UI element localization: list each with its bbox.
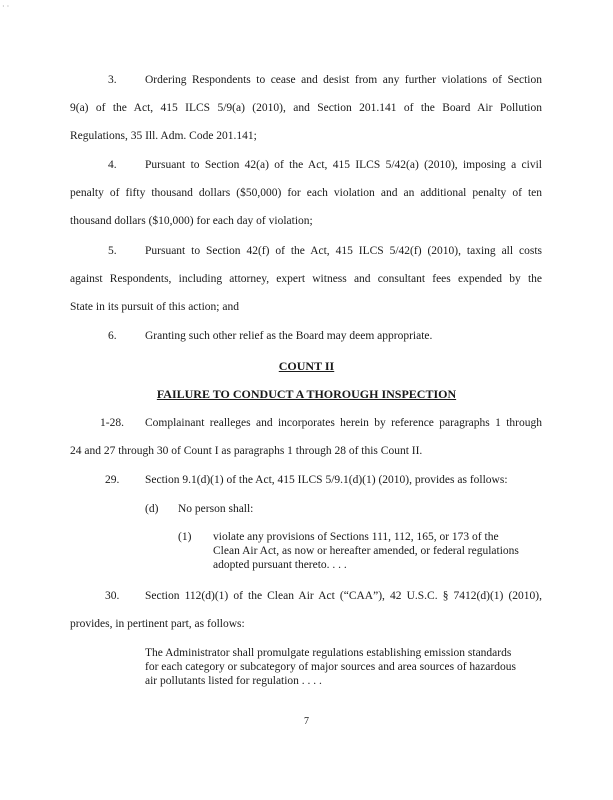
page-number: 7	[304, 716, 309, 727]
paragraph-5-line-1: Pursuant to Section 42(f) of the Act, 415 ILCS 5/42(f) (2010), taxing all costs	[145, 245, 542, 257]
paragraph-6-number: 6.	[108, 330, 117, 342]
subsection-d-text: No person shall:	[178, 503, 254, 515]
paragraph-4-line-2: penalty of fifty thousand dollars ($50,000) for each violation and an additional penalty of ten	[70, 187, 542, 199]
paragraph-5-line-2: against Respondents, including attorney, expert witness and consultant fees expended by the	[70, 273, 542, 285]
corner-mark: · ·	[2, 2, 10, 11]
paragraph-29-line-1: Section 9.1(d)(1) of the Act, 415 ILCS 5/9.1(d)(1) (2010), provides as follows:	[145, 474, 508, 486]
paragraph-29-number: 29.	[105, 474, 120, 486]
subsection-1-line-3: adopted pursuant thereto. . . .	[213, 559, 347, 571]
paragraph-5-line-3: State in its pursuit of this action; and	[70, 301, 239, 313]
subsection-1-line-1: violate any provisions of Sections 111, 112, 165, or 173 of the	[213, 531, 499, 543]
paragraph-30-number: 30.	[105, 590, 120, 602]
paragraph-4-number: 4.	[108, 159, 117, 171]
block-quote-line-2: for each category or subcategory of major sources and area sources of hazardous	[145, 661, 517, 673]
block-quote-line-3: air pollutants listed for regulation . . . .	[145, 675, 322, 687]
paragraph-3-line-2: 9(a) of the Act, 415 ILCS 5/9(a) (2010), and Section 201.141 of the Board Air Pollution	[70, 102, 542, 114]
paragraph-4-line-3: thousand dollars ($10,000) for each day of violation;	[70, 215, 313, 227]
subsection-1-label: (1)	[178, 531, 192, 543]
count-subtitle: FAILURE TO CONDUCT A THOROUGH INSPECTION	[156, 387, 457, 401]
paragraph-5-number: 5.	[108, 245, 117, 257]
paragraph-30-line-1: Section 112(d)(1) of the Clean Air Act (“CAA”), 42 U.S.C. § 7412(d)(1) (2010),	[145, 590, 542, 602]
paragraph-3-line-3: Regulations, 35 Ill. Adm. Code 201.141;	[70, 130, 257, 142]
paragraph-28-line-2: 24 and 27 through 30 of Count I as paragraphs 1 through 28 of this Count II.	[70, 445, 423, 457]
paragraph-28-line-1: Complainant realleges and incorporates herein by reference paragraphs 1 through	[145, 417, 542, 429]
paragraph-3-number: 3.	[108, 74, 117, 86]
subsection-1-line-2: Clean Air Act, as now or hereafter amended, or federal regulations	[213, 545, 519, 557]
count-title: COUNT II	[278, 359, 335, 373]
paragraph-3-line-1: Ordering Respondents to cease and desist from any further violations of Section	[145, 74, 542, 86]
paragraph-4-line-1: Pursuant to Section 42(a) of the Act, 415 ILCS 5/42(a) (2010), imposing a civil	[145, 159, 542, 171]
subsection-d-label: (d)	[145, 503, 159, 515]
paragraph-30-line-2: provides, in pertinent part, as follows:	[70, 618, 245, 630]
paragraph-6-line-1: Granting such other relief as the Board may deem appropriate.	[145, 330, 433, 342]
block-quote-line-1: The Administrator shall promulgate regulations establishing emission standards	[145, 647, 512, 659]
paragraph-28-number: 1-28.	[100, 417, 124, 429]
